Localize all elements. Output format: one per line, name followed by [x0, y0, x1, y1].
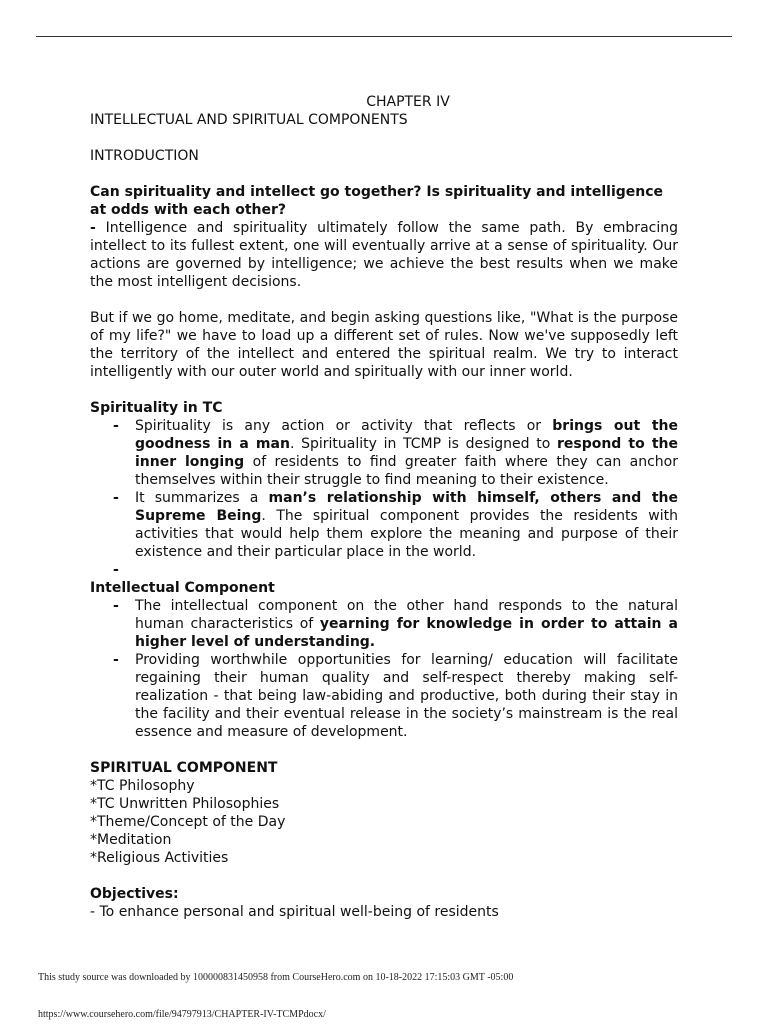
- list-item: [113, 597, 678, 651]
- list-item-emphasis: brings out the goodness in a man: [135, 418, 678, 452]
- dash-bullet: -: [113, 652, 119, 668]
- download-notice: This study source was downloaded by 100000831450958 from CourseHero.com on 10-18-2022 17:15:03 GMT -05:00: [38, 972, 514, 983]
- chapter-number: CHAPTER IV: [366, 94, 450, 110]
- list-item-emphasis: yearning for knowledge in order to attain a higher level of understanding.: [135, 616, 678, 650]
- list-item-text: . Spirituality in TCMP is designed to: [289, 436, 557, 452]
- list-item: [113, 417, 679, 489]
- intellectual-heading: Intellectual Component: [90, 580, 275, 596]
- intro-paragraph-1-text: Intelligence and spirituality ultimately follow the same path. By embracing intellect to its fullest extent, one will eventually arrive at a sense of spirituality. Our actions are governed by intelligence; we achieve the best results when we make the most intelligent decisions.: [90, 220, 678, 290]
- source-url[interactable]: https://www.coursehero.com/file/94797913/CHAPTER-IV-TCMPdocx/: [38, 1009, 326, 1020]
- intro-question: Can spirituality and intellect go together? Is spirituality and intelligence at odds with each other?: [90, 184, 664, 218]
- spiritual-list-item: *Theme/Concept of the Day: [90, 814, 286, 830]
- spiritual-list-item: *TC Unwritten Philosophies: [90, 796, 280, 812]
- dash-bullet: -: [113, 490, 119, 506]
- top-rule: [36, 36, 732, 37]
- spiritual-list-item: *Religious Activities: [90, 850, 229, 866]
- spiritual-list-item: *TC Philosophy: [90, 778, 195, 794]
- list-item-text: Spirituality is any action or activity that reflects or: [135, 418, 553, 434]
- list-item-emphasis: respond to the inner longing: [135, 436, 679, 470]
- list-item-emphasis: man’s relationship with himself, others and the Supreme Being: [135, 490, 678, 524]
- spiritual-list-item: *Meditation: [90, 832, 172, 848]
- chapter-title: INTELLECTUAL AND SPIRITUAL COMPONENTS: [90, 112, 408, 128]
- list-item-text: of residents to find greater faith where they can anchor themselves within their struggle to find meaning to their existence.: [135, 454, 678, 488]
- objectives-item: - To enhance personal and spiritual well-being of residents: [90, 904, 499, 920]
- dash-bullet: -: [113, 562, 119, 578]
- document-page: [90, 93, 678, 921]
- intellectual-list: [90, 597, 678, 741]
- list-item-text: Providing worthwhile opportunities for learning/ education will facilitate regaining their human quality and self-respect thereby making self-realization - that being law-abiding and productive, both during their stay in the facility and their eventual release in the society’s mainstream is the real essence and measure of development.: [135, 652, 678, 740]
- list-item-empty: [113, 561, 678, 579]
- dash-bullet: -: [113, 418, 119, 434]
- list-item-text: It summarizes a: [135, 490, 269, 506]
- list-item-text: . The spiritual component provides the residents with activities that would help them explore the meaning and purpose of their existence and their particular place in the world.: [135, 508, 678, 560]
- intro-paragraph-1: [90, 219, 678, 291]
- dash-bullet: -: [113, 598, 119, 614]
- spirituality-tc-heading: Spirituality in TC: [90, 400, 223, 416]
- list-item-text: The intellectual component on the other hand responds to the natural human characteristics of: [135, 598, 678, 632]
- intro-paragraph-2: But if we go home, meditate, and begin asking questions like, "What is the purpose of my life?" we have to load up a different set of rules. Now we've supposedly left the territory of the intellect and entered the spiritual realm. We try to interact intelligently with our outer world and spiritually with our inner world.: [90, 310, 678, 380]
- objectives-heading: Objectives:: [90, 886, 179, 902]
- list-item: [113, 651, 678, 741]
- intro-dash: -: [90, 220, 96, 236]
- spiritual-component-heading: SPIRITUAL COMPONENT: [90, 760, 278, 776]
- spirituality-tc-list: [90, 417, 678, 579]
- list-item: [113, 489, 678, 561]
- introduction-heading: INTRODUCTION: [90, 148, 199, 164]
